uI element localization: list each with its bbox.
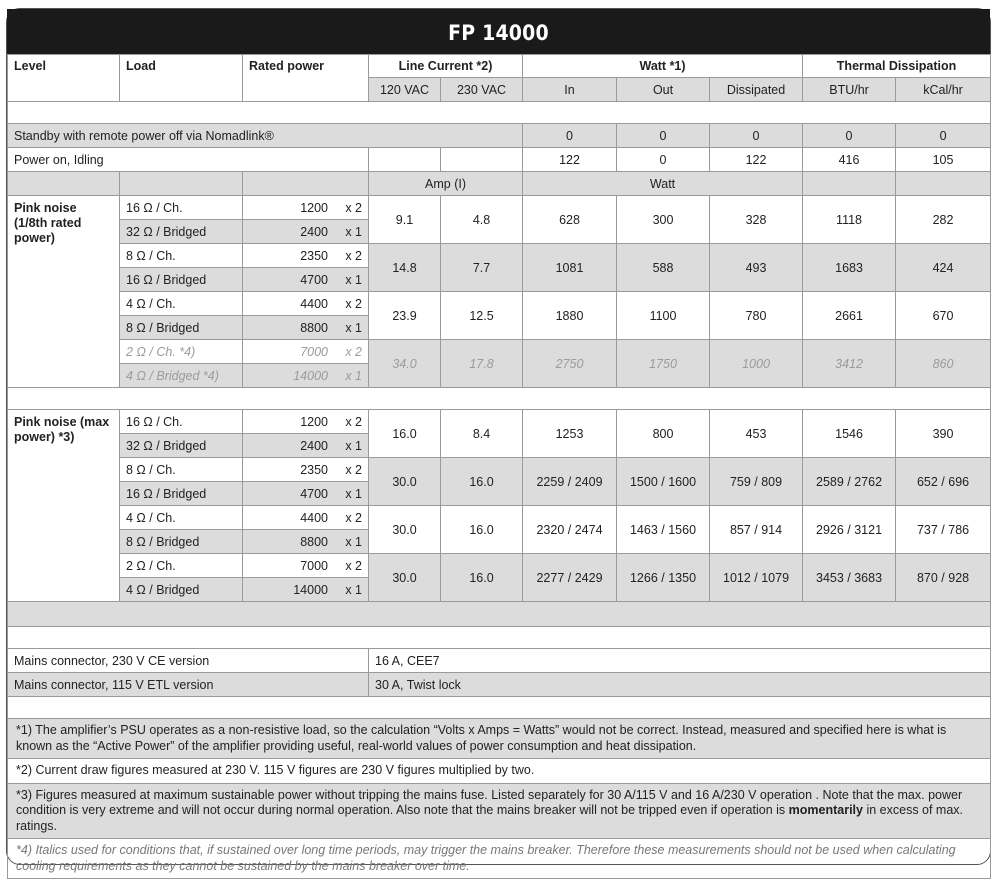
rated-power-multiplier: x 2 <box>345 414 362 429</box>
watt-in-cell: 2750 <box>523 340 617 388</box>
watt-dissipated-cell: 857 / 914 <box>710 506 803 554</box>
watt-in-cell: 1253 <box>523 410 617 458</box>
rated-power-cell <box>243 340 369 364</box>
col-header-watt: Watt *1) <box>523 55 803 78</box>
rated-power-value: 2400 <box>300 438 328 453</box>
rated-power-cell <box>243 364 369 388</box>
thermal-btu-cell: 2661 <box>803 292 896 340</box>
watt-dissipated-cell: 1000 <box>710 340 803 388</box>
watt-out-cell: 1266 / 1350 <box>617 554 710 602</box>
thermal-kcal-cell: 670 <box>896 292 991 340</box>
footnote-3: *3) Figures measured at maximum sustainable power without tripping the mains fuse. Listed separately for 30 A/115 V and 16 A/230 V operation . Note that the max. power condition is very extreme and will not occur during normal operation. Also note that the mains breaker will not be tripped even if operation is momentarily in excess of max. ratings. <box>8 783 991 839</box>
standby-out: 0 <box>617 124 710 148</box>
rated-power-multiplier: x 1 <box>345 272 362 287</box>
watt-dissipated-cell: 1012 / 1079 <box>710 554 803 602</box>
rated-power-multiplier: x 1 <box>345 224 362 239</box>
rated-power-cell <box>243 220 369 244</box>
rated-power-cell <box>243 196 369 220</box>
thermal-kcal-cell: 424 <box>896 244 991 292</box>
watt-in-cell: 2320 / 2474 <box>523 506 617 554</box>
amp-230-cell: 4.8 <box>441 196 523 244</box>
rated-power-cell <box>243 458 369 482</box>
watt-out-cell: 800 <box>617 410 710 458</box>
pink-eighth-section <box>8 196 991 388</box>
rated-power-multiplier: x 1 <box>345 438 362 453</box>
thermal-btu-cell: 3412 <box>803 340 896 388</box>
col-header-thermal: Thermal Dissipation <box>803 55 991 78</box>
watt-dissipated-cell: 328 <box>710 196 803 244</box>
table-row <box>8 244 991 268</box>
rated-power-value: 8800 <box>300 534 328 549</box>
thermal-btu-cell: 2926 / 3121 <box>803 506 896 554</box>
idle-in: 122 <box>523 148 617 172</box>
pink-max-section <box>8 410 991 602</box>
footnote-1: *1) The amplifier’s PSU operates as a non-resistive load, so the calculation “Volts x Amps = Watts” would not be correct. Instead, measured and specified here is what is known as the “Active Power” of the amplifier providing useful, real-world values of power consumption and heat dissipation. <box>8 719 991 759</box>
col-header-rated-power: Rated power <box>243 55 369 102</box>
watt-in-cell: 2277 / 2429 <box>523 554 617 602</box>
amp-230-cell: 16.0 <box>441 458 523 506</box>
subheader-dissipated: Dissipated <box>710 78 803 102</box>
load-cell: 4 Ω / Ch. <box>120 506 243 530</box>
watt-out-cell: 1500 / 1600 <box>617 458 710 506</box>
load-cell: 32 Ω / Bridged <box>120 434 243 458</box>
load-cell: 8 Ω / Ch. <box>120 244 243 268</box>
subheader-230vac: 230 VAC <box>441 78 523 102</box>
idle-dissipated: 122 <box>710 148 803 172</box>
load-cell: 4 Ω / Bridged <box>120 578 243 602</box>
idle-kcal: 105 <box>896 148 991 172</box>
watt-dissipated-cell: 780 <box>710 292 803 340</box>
rated-power-multiplier: x 1 <box>345 320 362 335</box>
spacer-row <box>8 697 991 719</box>
mains-115-label: Mains connector, 115 V ETL version <box>8 673 369 697</box>
amp-120-cell: 14.8 <box>369 244 441 292</box>
load-cell: 16 Ω / Ch. <box>120 196 243 220</box>
table-row <box>8 410 991 434</box>
amp-120-cell: 30.0 <box>369 458 441 506</box>
load-cell: 4 Ω / Bridged *4) <box>120 364 243 388</box>
subheader-out: Out <box>617 78 710 102</box>
rated-power-value: 14000 <box>293 582 328 597</box>
rated-power-cell <box>243 530 369 554</box>
standby-kcal: 0 <box>896 124 991 148</box>
rated-power-multiplier: x 2 <box>345 510 362 525</box>
amp-120-cell: 30.0 <box>369 554 441 602</box>
rated-power-value: 1200 <box>300 414 328 429</box>
subheader-in: In <box>523 78 617 102</box>
mains-115-value: 30 A, Twist lock <box>369 673 991 697</box>
rated-power-cell <box>243 268 369 292</box>
load-cell: 8 Ω / Ch. <box>120 458 243 482</box>
rated-power-value: 4700 <box>300 272 328 287</box>
amp-120-cell: 16.0 <box>369 410 441 458</box>
rated-power-value: 7000 <box>300 558 328 573</box>
rated-power-value: 2350 <box>300 462 328 477</box>
rated-power-value: 7000 <box>300 344 328 359</box>
amp-230-cell: 16.0 <box>441 554 523 602</box>
rated-power-value: 4700 <box>300 486 328 501</box>
col-header-load: Load <box>120 55 243 102</box>
rated-power-value: 4400 <box>300 510 328 525</box>
rated-power-multiplier: x 2 <box>345 296 362 311</box>
rated-power-cell <box>243 482 369 506</box>
rated-power-cell <box>243 506 369 530</box>
thermal-kcal-cell: 390 <box>896 410 991 458</box>
standby-dissipated: 0 <box>710 124 803 148</box>
rated-power-cell <box>243 554 369 578</box>
rated-power-multiplier: x 1 <box>345 582 362 597</box>
spacer-row <box>8 102 991 124</box>
load-cell: 8 Ω / Bridged <box>120 530 243 554</box>
load-cell: 32 Ω / Bridged <box>120 220 243 244</box>
watt-in-cell: 2259 / 2409 <box>523 458 617 506</box>
table-row <box>8 292 991 316</box>
rated-power-value: 1200 <box>300 200 328 215</box>
rated-power-cell <box>243 410 369 434</box>
watt-in-cell: 1880 <box>523 292 617 340</box>
watt-in-cell: 628 <box>523 196 617 244</box>
amp-230-cell: 12.5 <box>441 292 523 340</box>
level-label: Pink noise (1/8th rated power) <box>8 196 120 388</box>
table-row <box>8 506 991 530</box>
spacer-row <box>8 602 991 627</box>
amp-120-cell: 34.0 <box>369 340 441 388</box>
rated-power-cell <box>243 316 369 340</box>
subheader-120vac: 120 VAC <box>369 78 441 102</box>
rated-power-multiplier: x 2 <box>345 344 362 359</box>
watt-out-cell: 1750 <box>617 340 710 388</box>
thermal-btu-cell: 1683 <box>803 244 896 292</box>
thermal-btu-cell: 3453 / 3683 <box>803 554 896 602</box>
watt-dissipated-cell: 453 <box>710 410 803 458</box>
rated-power-multiplier: x 1 <box>345 486 362 501</box>
rated-power-multiplier: x 1 <box>345 368 362 383</box>
amp-230-cell: 16.0 <box>441 506 523 554</box>
spec-sheet <box>6 8 991 873</box>
col-header-level: Level <box>8 55 120 102</box>
spec-table <box>7 54 991 879</box>
footnote-4: *4) Italics used for conditions that, if sustained over long time periods, may trigger the mains breaker. Therefore these measurements should not be used when calculating cooling requirements as they cannot be sustained by the mains breaker over time. <box>8 839 991 879</box>
load-cell: 8 Ω / Bridged <box>120 316 243 340</box>
amp-120-cell: 23.9 <box>369 292 441 340</box>
standby-label: Standby with remote power off via Nomadlink® <box>8 124 523 148</box>
table-row <box>8 340 991 364</box>
page-title: FP 14000 <box>7 9 990 54</box>
unit-watt-label: Watt <box>523 172 803 196</box>
rated-power-multiplier: x 2 <box>345 558 362 573</box>
mains-230-value: 16 A, CEE7 <box>369 649 991 673</box>
watt-out-cell: 300 <box>617 196 710 244</box>
footnote-3-emphasis: momentarily <box>788 803 863 817</box>
subheader-kcal: kCal/hr <box>896 78 991 102</box>
load-cell: 2 Ω / Ch. *4) <box>120 340 243 364</box>
rated-power-value: 2400 <box>300 224 328 239</box>
rated-power-multiplier: x 2 <box>345 200 362 215</box>
unit-amp-label: Amp (I) <box>369 172 523 196</box>
amp-120-cell: 30.0 <box>369 506 441 554</box>
load-cell: 2 Ω / Ch. <box>120 554 243 578</box>
rated-power-cell <box>243 292 369 316</box>
watt-out-cell: 1463 / 1560 <box>617 506 710 554</box>
load-cell: 16 Ω / Bridged <box>120 268 243 292</box>
watt-in-cell: 1081 <box>523 244 617 292</box>
mains-230-label: Mains connector, 230 V CE version <box>8 649 369 673</box>
rated-power-value: 14000 <box>293 368 328 383</box>
watt-out-cell: 1100 <box>617 292 710 340</box>
spacer-row <box>8 388 991 410</box>
idle-label: Power on, Idling <box>8 148 369 172</box>
thermal-btu-cell: 1546 <box>803 410 896 458</box>
rated-power-cell <box>243 578 369 602</box>
amp-120-cell: 9.1 <box>369 196 441 244</box>
footnote-2: *2) Current draw figures measured at 230 V. 115 V figures are 230 V figures multiplied by two. <box>8 759 991 784</box>
watt-dissipated-cell: 493 <box>710 244 803 292</box>
thermal-btu-cell: 1118 <box>803 196 896 244</box>
thermal-kcal-cell: 282 <box>896 196 991 244</box>
thermal-kcal-cell: 860 <box>896 340 991 388</box>
col-header-line-current: Line Current *2) <box>369 55 523 78</box>
rated-power-multiplier: x 2 <box>345 248 362 263</box>
standby-btu: 0 <box>803 124 896 148</box>
rated-power-value: 2350 <box>300 248 328 263</box>
watt-dissipated-cell: 759 / 809 <box>710 458 803 506</box>
amp-230-cell: 7.7 <box>441 244 523 292</box>
rated-power-multiplier: x 1 <box>345 534 362 549</box>
load-cell: 4 Ω / Ch. <box>120 292 243 316</box>
table-row <box>8 554 991 578</box>
rated-power-value: 8800 <box>300 320 328 335</box>
idle-btu: 416 <box>803 148 896 172</box>
rated-power-cell <box>243 434 369 458</box>
idle-out: 0 <box>617 148 710 172</box>
spacer-row <box>8 627 991 649</box>
thermal-kcal-cell: 737 / 786 <box>896 506 991 554</box>
watt-out-cell: 588 <box>617 244 710 292</box>
standby-in: 0 <box>523 124 617 148</box>
table-row <box>8 458 991 482</box>
rated-power-cell <box>243 244 369 268</box>
rated-power-value: 4400 <box>300 296 328 311</box>
level-label: Pink noise (max power) *3) <box>8 410 120 602</box>
table-row <box>8 196 991 220</box>
amp-230-cell: 8.4 <box>441 410 523 458</box>
subheader-btu: BTU/hr <box>803 78 896 102</box>
thermal-kcal-cell: 870 / 928 <box>896 554 991 602</box>
thermal-kcal-cell: 652 / 696 <box>896 458 991 506</box>
load-cell: 16 Ω / Ch. <box>120 410 243 434</box>
rated-power-multiplier: x 2 <box>345 462 362 477</box>
load-cell: 16 Ω / Bridged <box>120 482 243 506</box>
amp-230-cell: 17.8 <box>441 340 523 388</box>
thermal-btu-cell: 2589 / 2762 <box>803 458 896 506</box>
